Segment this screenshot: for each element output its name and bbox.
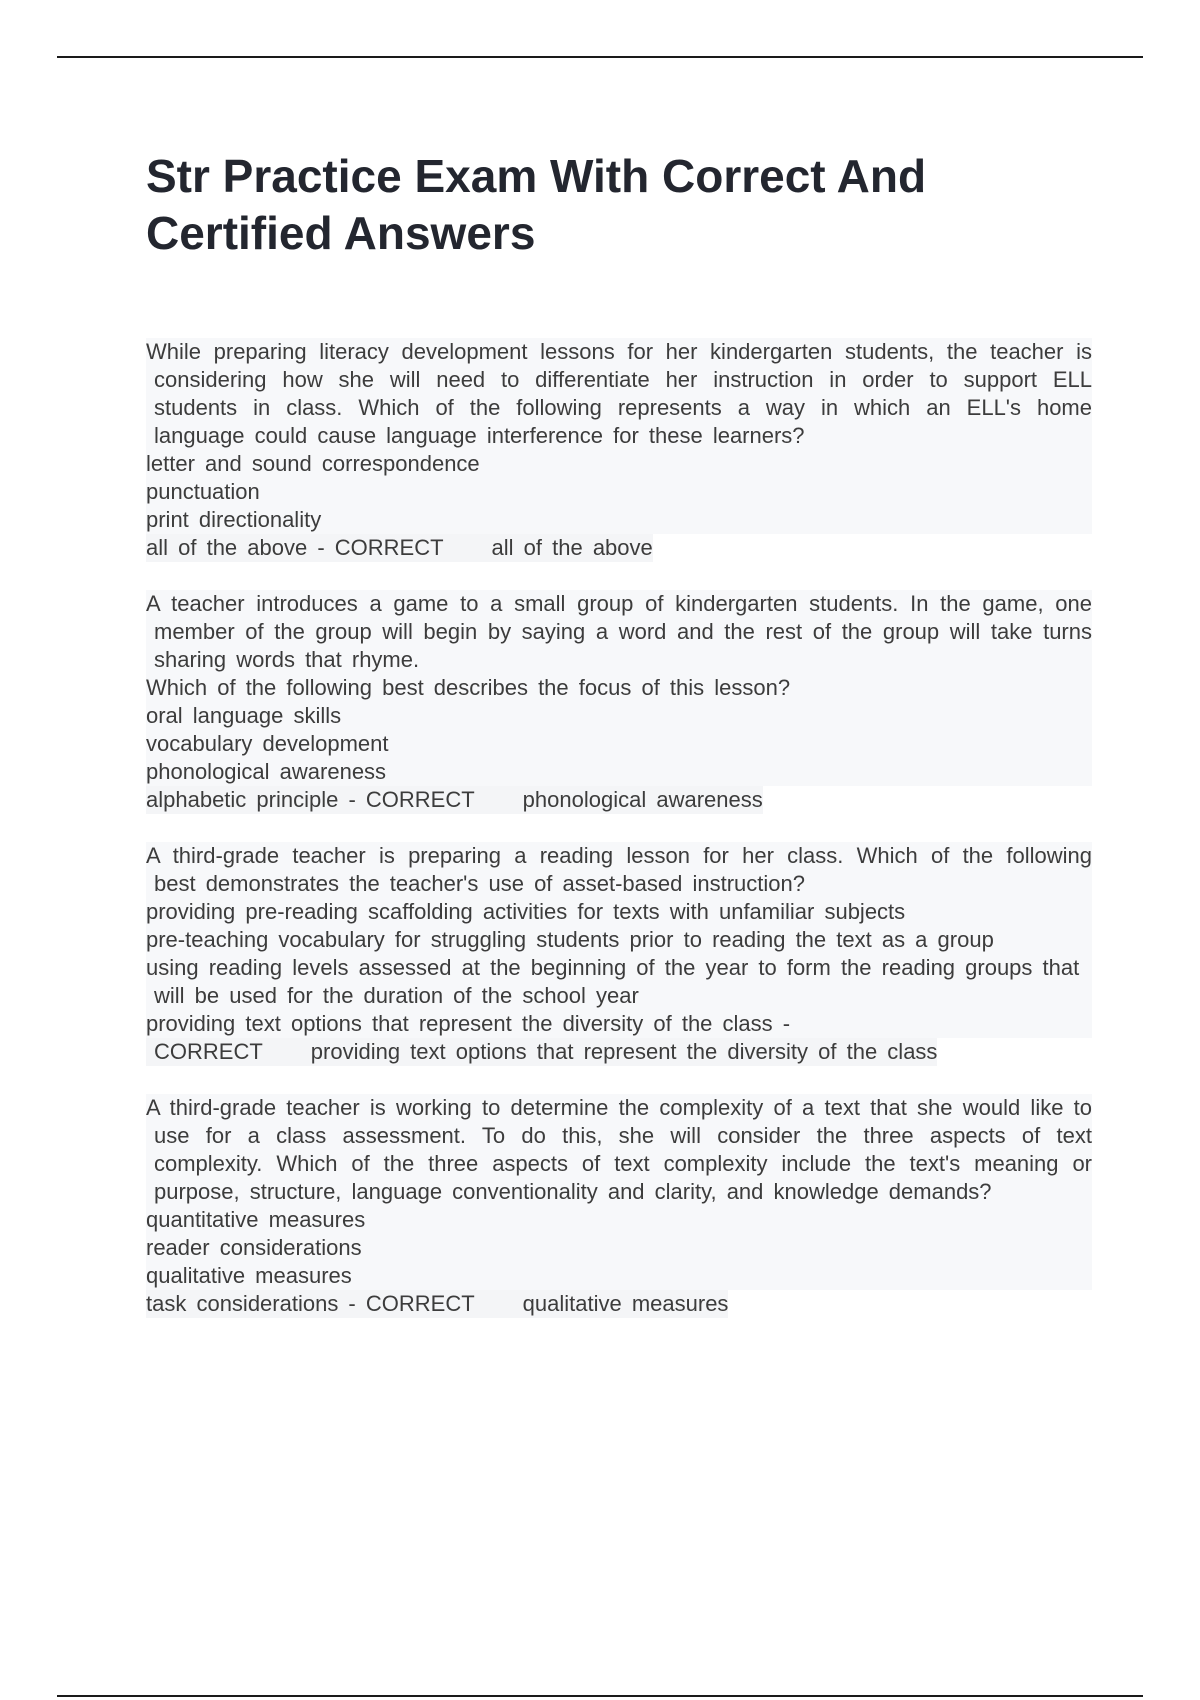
question-1-answer-line [146,534,653,562]
question-2-option-3: phonological awareness [146,758,1092,786]
question-2 [146,590,1092,814]
question-3-option-1: providing pre-reading scaffolding activities for texts with unfamiliar subjects [146,898,1092,926]
question-2-stem: A teacher introduces a game to a small group of kindergarten students. In the game, one member of the group will begin by saying a word and the rest of the group will take turns sharing words that rhyme. [146,591,1092,672]
question-4-last-option: task considerations - CORRECT [146,1291,475,1316]
question-4-stem: A third-grade teacher is working to determine the complexity of a text that she would like to use for a class assessment. To do this, she will consider the three aspects of text complexity. Which of the three aspects of text complexity include the text's meaning or purpose, structure, language conventionality and clarity, and knowledge demands? [146,1095,1092,1204]
question-3-last-option-tail: CORRECT [154,1039,263,1064]
question-2-answer-line [146,786,763,814]
question-1-stem: While preparing literacy development lessons for her kindergarten students, the teacher is considering how she will need to differentiate her instruction in order to support ELL students in class. Which of the following represents a way in which an ELL's home language could cause language interference for these learners? [146,339,1092,448]
question-2-option-1: oral language skills [146,702,1092,730]
question-1-option-1: letter and sound correspondence [146,450,1092,478]
question-1 [146,338,1092,562]
question-3-answer-line [146,1038,937,1066]
question-4-option-1: quantitative measures [146,1206,1092,1234]
question-1-answer: all of the above [491,535,653,560]
question-3-answer: providing text options that represent the diversity of the class [310,1039,938,1064]
question-2-stem-followup: Which of the following best describes the focus of this lesson? [146,674,1092,702]
question-3 [146,842,1092,1066]
top-rule [57,56,1143,58]
question-3-stem: A third-grade teacher is preparing a reading lesson for her class. Which of the following best demonstrates the teacher's use of asset-based instruction? [146,843,1092,896]
question-4 [146,1094,1092,1318]
question-1-last-option: all of the above - CORRECT [146,535,444,560]
document-title: Str Practice Exam With Correct And Certified Answers [146,150,927,259]
question-4-answer: qualitative measures [522,1291,729,1316]
question-list [146,338,1092,1346]
question-2-answer: phonological awareness [522,787,763,812]
question-2-last-option: alphabetic principle - CORRECT [146,787,475,812]
bottom-rule [57,1695,1143,1697]
question-4-option-2: reader considerations [146,1234,1092,1262]
question-3-last-option: providing text options that represent the diversity of the class - [146,1010,1092,1038]
question-1-option-3: print directionality [146,506,1092,534]
question-4-answer-line [146,1290,728,1318]
question-3-option-3: using reading levels assessed at the beginning of the year to form the reading groups that will be used for the duration of the school year [146,954,1092,1010]
question-4-option-3: qualitative measures [146,1262,1092,1290]
question-1-option-2: punctuation [146,478,1092,506]
question-2-option-2: vocabulary development [146,730,1092,758]
question-3-option-2: pre-teaching vocabulary for struggling students prior to reading the text as a group [146,926,1092,954]
